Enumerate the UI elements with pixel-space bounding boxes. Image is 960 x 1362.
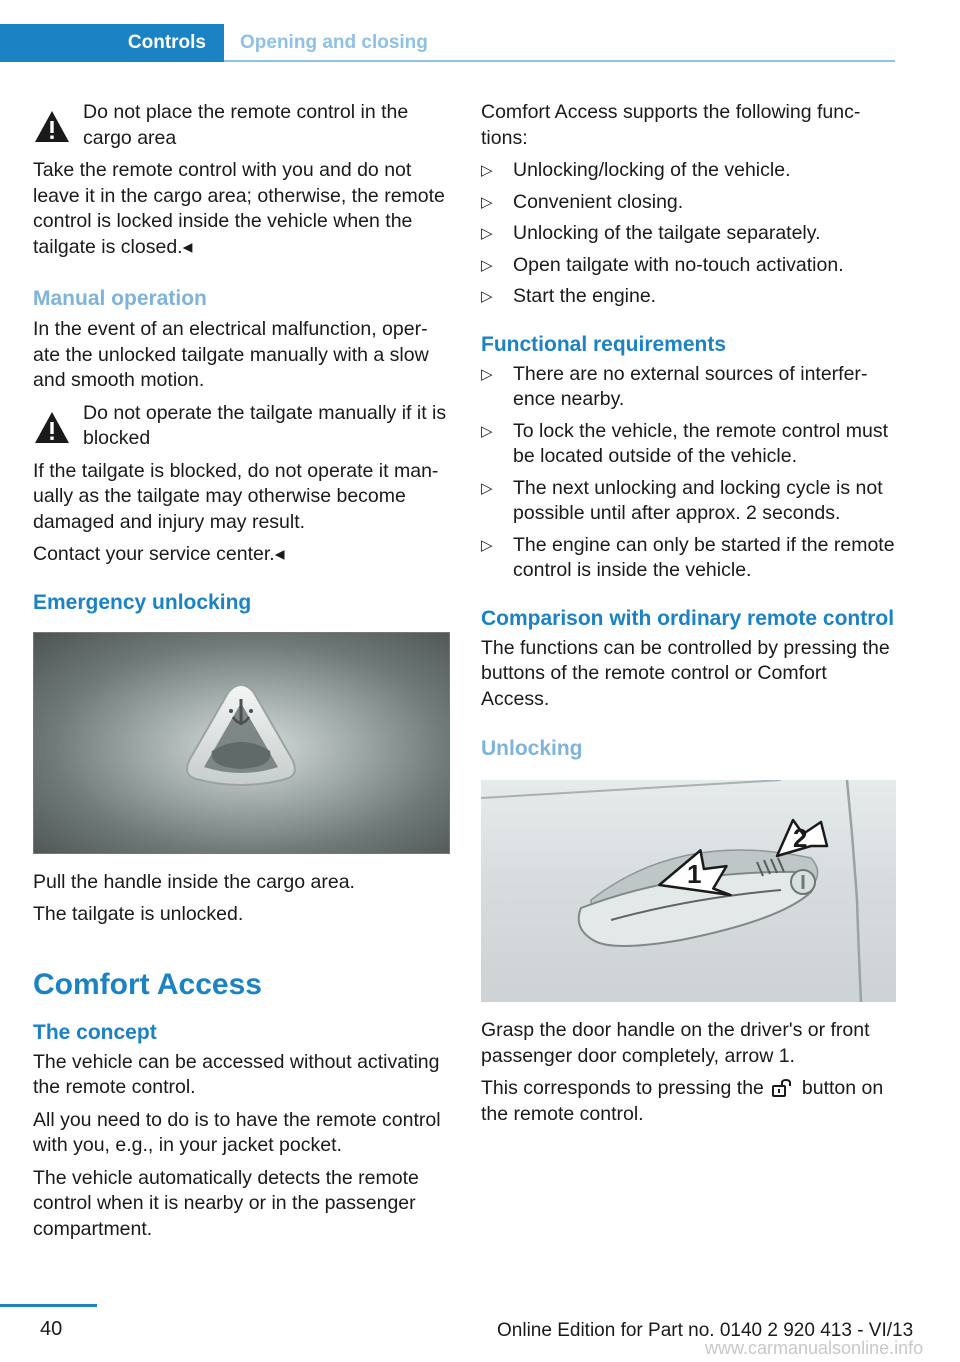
bullet-triangle-icon: ▷ <box>481 536 493 554</box>
door-handle-illustration-icon <box>481 780 896 1002</box>
warning-triangle-icon <box>33 409 71 447</box>
list-item: ▷ There are no external sources of interference nearby. <box>481 362 895 413</box>
page-number: 40 <box>40 1318 63 1340</box>
warning-cargo-area <box>33 100 448 151</box>
list-item: ▷ Start the engine. <box>481 284 895 310</box>
tab-controls[interactable] <box>0 24 224 62</box>
corresponds-post: button on the remote control. <box>481 1077 884 1125</box>
tab-opening-label: Opening and closing <box>240 32 428 53</box>
concept-paragraph-1: The vehicle can be accessed without activating the remote control. <box>33 1050 440 1098</box>
supports-intro: Comfort Access supports the following functions: <box>481 101 861 149</box>
bullet-triangle-icon: ▷ <box>481 162 493 179</box>
corresponds-pre: This corresponds to pressing the <box>481 1077 764 1099</box>
left-column <box>33 100 448 1249</box>
concept-paragraph-2: All you need to do is to have the remote control with you, e.g., in your jacket pocket. <box>33 1108 441 1156</box>
list-item: ▷ The engine can only be started if the remote control is inside the vehicle. <box>481 533 895 584</box>
door-handle-image <box>481 780 896 1002</box>
warning-title: Do not operate the tailgate manually if it is blocked <box>83 401 447 449</box>
warning-body: Take the remote control with you and do not leave it in the cargo area; otherwise, the remote control is locked inside the vehicle when the tailgate is closed.◂ <box>33 159 445 258</box>
grasp-text: Grasp the door handle on the driver's or front passenger door completely, arrow 1. <box>481 1019 870 1067</box>
bullet-triangle-icon: ▷ <box>481 479 493 497</box>
requirements-list <box>481 362 895 584</box>
bullet-triangle-icon: ▷ <box>481 193 493 211</box>
tab-opening-and-closing[interactable] <box>240 24 428 62</box>
bullet-triangle-icon: ▷ <box>481 225 493 242</box>
tailgate-unlocked-text: The tailgate is unlocked. <box>33 903 244 925</box>
bullet-triangle-icon: ▷ <box>481 422 493 440</box>
tab-controls-label: Controls <box>127 32 206 53</box>
footer-rule <box>0 1304 97 1307</box>
list-item: ▷ Convenient closing. <box>481 190 895 216</box>
pull-handle-text: Pull the handle inside the cargo area. <box>33 870 355 893</box>
tailgate-release-handle-icon <box>34 633 449 853</box>
warning-tailgate-blocked <box>33 401 448 452</box>
bullet-triangle-icon: ▷ <box>481 365 493 383</box>
arrow-2-label: 2 <box>793 823 808 853</box>
warning-body: If the tailgate is blocked, do not operate it manually as the tailgate may otherwise become damaged and injury may result. <box>33 459 439 533</box>
list-item: ▷ Unlocking/locking of the vehicle. <box>481 158 895 184</box>
list-item: ▷ Unlocking of the tailgate separately. <box>481 221 895 247</box>
contact-service: Contact your service center.◂ <box>33 543 285 565</box>
edition-info: Online Edition for Part no. 0140 2 920 413 - VI/13 <box>497 1320 914 1341</box>
heading-comfort-access: Comfort Access <box>33 967 262 1001</box>
concept-paragraph-3: The vehicle automatically detects the remote control when it is nearby or in the passenger compartment. <box>33 1166 419 1240</box>
watermark: www.carmanualsonline.info <box>705 1338 924 1358</box>
warning-title: Do not place the remote control in the cargo area <box>83 101 409 149</box>
bullet-triangle-icon: ▷ <box>481 288 493 305</box>
unlock-padlock-icon <box>770 1079 796 1097</box>
emergency-release-handle-image <box>33 632 450 854</box>
header-tab-bar <box>0 24 895 62</box>
function-list <box>481 158 895 310</box>
bullet-triangle-icon: ▷ <box>481 256 493 274</box>
comparison-body: The functions can be controlled by pressing the buttons of the remote control or Comfort Access. <box>481 636 890 710</box>
arrow-1-label: 1 <box>687 859 702 889</box>
header-rule <box>224 60 895 62</box>
right-column <box>481 100 895 1134</box>
list-item: ▷ To lock the vehicle, the remote control must be located outside of the vehicle. <box>481 419 895 470</box>
list-item: ▷ Open tailgate with no-touch activation. <box>481 253 895 279</box>
heading-functional-requirements: Functional requirements <box>481 332 727 356</box>
corresponds-text <box>481 1076 895 1127</box>
heading-the-concept: The concept <box>33 1020 157 1044</box>
heading-comparison: Comparison with ordinary remote control <box>481 606 895 630</box>
heading-emergency-unlocking: Emergency unlocking <box>33 590 252 614</box>
heading-unlocking: Unlocking <box>481 737 583 760</box>
manual-body: In the event of an electrical malfunction, operate the unlocked tailgate manually with a slow and smooth motion. <box>33 318 429 391</box>
list-item: ▷ The next unlocking and locking cycle is not possible until after approx. 2 seconds. <box>481 476 895 527</box>
heading-manual-operation: Manual operation <box>33 287 207 310</box>
warning-triangle-icon <box>33 108 71 146</box>
